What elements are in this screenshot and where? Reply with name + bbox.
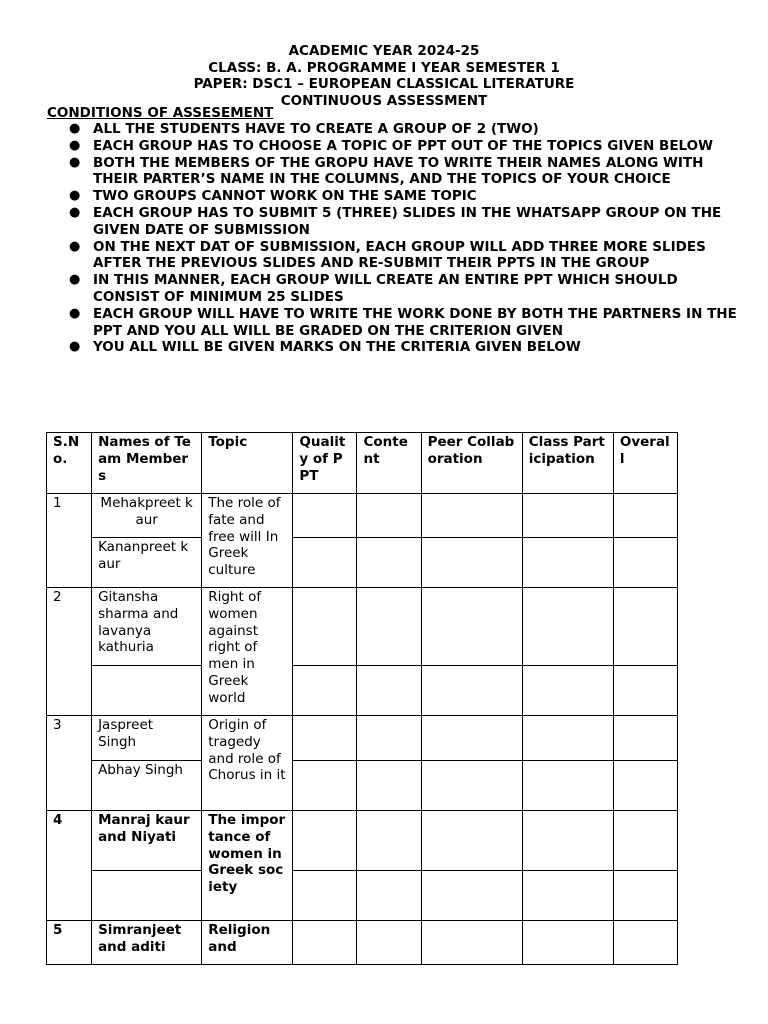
peer-collaboration-cell[interactable]	[421, 588, 522, 666]
sno-cell: 1	[47, 494, 92, 588]
peer-collaboration-cell[interactable]	[421, 538, 522, 588]
conditions-list	[47, 121, 737, 356]
condition-item	[47, 239, 737, 273]
overall-cell[interactable]	[613, 871, 677, 921]
content-cell[interactable]	[357, 588, 421, 666]
quality-cell[interactable]	[293, 811, 357, 871]
quality-cell[interactable]	[293, 871, 357, 921]
topic-cell: The role of fate and free will In Greek culture	[202, 494, 293, 588]
bullet-icon: ●	[69, 137, 81, 153]
condition-text: EACH GROUP HAS TO CHOOSE A TOPIC OF PPT OUT OF THE TOPICS GIVEN BELOW	[93, 137, 714, 154]
condition-item	[47, 272, 737, 306]
condition-text: IN THIS MANNER, EACH GROUP WILL CREATE AN ENTIRE PPT WHICH SHOULD CONSIST OF MINIMUM 25 SLIDES	[93, 272, 678, 305]
condition-item	[47, 205, 737, 239]
assessment-table	[46, 432, 678, 965]
table-row	[47, 716, 678, 761]
overall-cell[interactable]	[613, 716, 677, 761]
peer-collaboration-cell[interactable]	[421, 871, 522, 921]
header-sno: S.No.	[47, 433, 92, 494]
sno-cell: 4	[47, 811, 92, 921]
bullet-icon: ●	[69, 188, 81, 204]
condition-item	[47, 138, 737, 155]
topic-cell: The importance of women in Greek society	[202, 811, 293, 921]
topic-cell: Origin of tragedy and role of Chorus in it	[202, 716, 293, 811]
topic-cell: Religion and	[202, 921, 293, 965]
content-cell[interactable]	[357, 761, 421, 811]
table-row	[47, 921, 678, 965]
member-cell: Gitansha sharma and lavanya kathuria	[92, 588, 202, 666]
overall-cell[interactable]	[613, 921, 677, 965]
topic-cell: Right of women against right of men in Greek world	[202, 588, 293, 716]
overall-cell[interactable]	[613, 588, 677, 666]
overall-cell[interactable]	[613, 494, 677, 538]
condition-item	[47, 306, 737, 340]
bullet-icon: ●	[69, 272, 81, 288]
bullet-icon: ●	[69, 204, 81, 220]
content-cell[interactable]	[357, 494, 421, 538]
quality-cell[interactable]	[293, 538, 357, 588]
table-row	[47, 588, 678, 666]
class-participation-cell[interactable]	[522, 494, 613, 538]
condition-item	[47, 188, 737, 205]
table-row	[47, 871, 678, 921]
condition-item	[47, 121, 737, 138]
conditions-title: CONDITIONS OF ASSESEMENT	[47, 105, 274, 121]
table-row	[47, 494, 678, 538]
peer-collaboration-cell[interactable]	[421, 921, 522, 965]
quality-cell[interactable]	[293, 666, 357, 716]
condition-text: ON THE NEXT DAT OF SUBMISSION, EACH GROUP WILL ADD THREE MORE SLIDES AFTER THE PREVIOUS SLIDES AND RE-SUBMIT THEIR PPTS IN THE GROUP	[93, 238, 706, 272]
content-cell[interactable]	[357, 871, 421, 921]
peer-collaboration-cell[interactable]	[421, 811, 522, 871]
member-cell[interactable]	[92, 666, 202, 716]
content-cell[interactable]	[357, 811, 421, 871]
quality-cell[interactable]	[293, 921, 357, 965]
bullet-icon: ●	[69, 121, 81, 136]
member-cell: Mehakpreet kaur	[92, 494, 202, 538]
sno-cell: 3	[47, 716, 92, 811]
class-participation-cell[interactable]	[522, 666, 613, 716]
content-cell[interactable]	[357, 716, 421, 761]
quality-cell[interactable]	[293, 588, 357, 666]
header-peer-collaboration: Peer Collaboration	[421, 433, 522, 494]
overall-cell[interactable]	[613, 538, 677, 588]
peer-collaboration-cell[interactable]	[421, 494, 522, 538]
member-cell: Manraj kaur and Niyati	[92, 811, 202, 871]
member-cell: Kananpreet kaur	[92, 538, 202, 588]
academic-year-heading: ACADEMIC YEAR 2024-25	[288, 43, 480, 59]
overall-cell[interactable]	[613, 666, 677, 716]
overall-cell[interactable]	[613, 811, 677, 871]
quality-cell[interactable]	[293, 716, 357, 761]
content-cell[interactable]	[357, 921, 421, 965]
peer-collaboration-cell[interactable]	[421, 666, 522, 716]
condition-text: YOU ALL WILL BE GIVEN MARKS ON THE CRITERIA GIVEN BELOW	[93, 339, 581, 356]
class-participation-cell[interactable]	[522, 761, 613, 811]
paper-heading: PAPER: DSC1 – EUROPEAN CLASSICAL LITERATURE	[193, 76, 575, 92]
table-header-row	[47, 433, 678, 494]
condition-text: EACH GROUP HAS TO SUBMIT 5 (THREE) SLIDES IN THE WHATSAPP GROUP ON THE GIVEN DATE OF SUBMISSION	[93, 204, 722, 238]
header-class-participation: Class Participation	[522, 433, 613, 494]
class-participation-cell[interactable]	[522, 921, 613, 965]
peer-collaboration-cell[interactable]	[421, 761, 522, 811]
class-participation-cell[interactable]	[522, 871, 613, 921]
class-participation-cell[interactable]	[522, 588, 613, 666]
bullet-icon: ●	[69, 305, 81, 321]
quality-cell[interactable]	[293, 494, 357, 538]
header-topic: Topic	[202, 433, 293, 494]
content-cell[interactable]	[357, 538, 421, 588]
condition-item	[47, 339, 737, 356]
class-participation-cell[interactable]	[522, 716, 613, 761]
class-participation-cell[interactable]	[522, 538, 613, 588]
document-header	[0, 43, 768, 109]
condition-item	[47, 155, 737, 189]
content-cell[interactable]	[357, 666, 421, 716]
class-participation-cell[interactable]	[522, 811, 613, 871]
class-heading: CLASS: B. A. PROGRAMME I YEAR SEMESTER 1	[208, 59, 560, 76]
condition-text: EACH GROUP WILL HAVE TO WRITE THE WORK DONE BY BOTH THE PARTNERS IN THE PPT AND YOU ALL WILL BE GRADED ON THE CRITERION GIVEN	[93, 305, 737, 339]
member-cell: Simranjeet and aditi	[92, 921, 202, 965]
header-content: Content	[357, 433, 421, 494]
bullet-icon: ●	[69, 154, 81, 170]
member-cell: Jaspreet Singh	[92, 716, 202, 761]
header-quality: Quality of PPT	[293, 433, 357, 494]
overall-cell[interactable]	[613, 761, 677, 811]
header-overall: Overall	[613, 433, 677, 494]
peer-collaboration-cell[interactable]	[421, 716, 522, 761]
bullet-icon: ●	[69, 238, 81, 254]
assessment-heading: CONTINUOUS ASSESSMENT	[280, 92, 488, 109]
sno-cell: 5	[47, 921, 92, 965]
table-row	[47, 761, 678, 811]
bullet-icon: ●	[69, 339, 81, 355]
condition-text: TWO GROUPS CANNOT WORK ON THE SAME TOPIC	[93, 188, 477, 205]
table-row	[47, 811, 678, 871]
member-cell: Abhay Singh	[92, 761, 202, 811]
condition-text: ALL THE STUDENTS HAVE TO CREATE A GROUP OF 2 (TWO)	[93, 121, 539, 137]
header-team-members: Names of Team Members	[92, 433, 202, 494]
member-cell[interactable]	[92, 871, 202, 921]
sno-cell: 2	[47, 588, 92, 716]
table-row	[47, 538, 678, 588]
condition-text: BOTH THE MEMBERS OF THE GROPU HAVE TO WRITE THEIR NAMES ALONG WITH THEIR PARTER’S NAME IN THE COLUMNS, AND THE TOPICS OF YOUR CHOICE	[93, 154, 704, 188]
table-row	[47, 666, 678, 716]
quality-cell[interactable]	[293, 761, 357, 811]
